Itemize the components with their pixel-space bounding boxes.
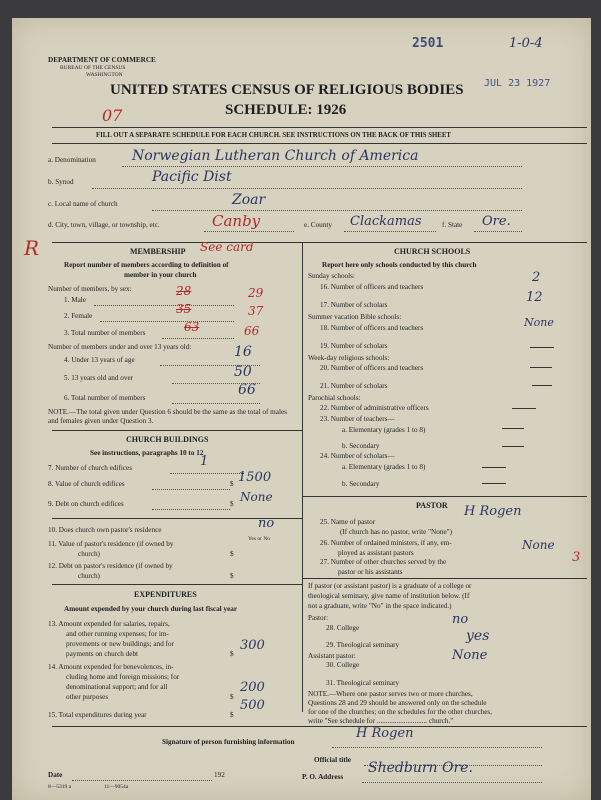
q30-label: 30. College [326, 661, 360, 669]
q13-value: 300 [240, 638, 265, 653]
q1-value: 28 [176, 284, 192, 298]
po-address-value: Shedburn Ore. [368, 760, 473, 776]
q24b-label: b. Secondary [342, 480, 380, 488]
q4-value: 16 [234, 344, 252, 360]
q9-label: 9. Debt on church edifices [48, 500, 124, 508]
q2-value: 35 [176, 302, 192, 316]
pastor-title: PASTOR [416, 501, 448, 510]
schedule-title: SCHEDULE: 1926 [225, 102, 347, 118]
department-label: DEPARTMENT OF COMMERCE [48, 56, 156, 64]
q18-label: 18. Number of officers and teachers [320, 324, 424, 332]
signature-label: Signature of person furnishing information [162, 738, 295, 746]
q3-corrected: 66 [244, 324, 260, 338]
assistant-sublabel: Assistant pastor: [308, 652, 356, 660]
q13-label-b: and other running expenses; for im- [66, 630, 169, 638]
bureau-label: BUREAU OF THE CENSUS [60, 65, 126, 71]
q24a-label: a. Elementary (grades 1 to 8) [342, 463, 426, 471]
q11-label-a: 11. Value of pastor's residence (if owned by [48, 540, 174, 548]
membership-sub1: Report number of members according to definition of [64, 261, 229, 269]
date-received-stamp: JUL 23 1927 [484, 78, 551, 89]
denomination-value: Norwegian Lutheran Church of America [132, 148, 419, 164]
city-label: WASHINGTON [86, 72, 123, 78]
q29-value: yes [466, 628, 490, 644]
form-title: UNITED STATES CENSUS OF RELIGIOUS BODIES [110, 82, 464, 98]
q25-label: 25. Name of pastor [320, 518, 376, 526]
q26-value: None [522, 538, 555, 552]
county-label: e. County [304, 221, 332, 229]
city-town-label: d. City, town, village, or township, etc. [48, 221, 160, 229]
buildings-title: CHURCH BUILDINGS [126, 435, 209, 444]
q14-label-d: other purposes [66, 693, 109, 701]
q9-dollar: $ [230, 500, 234, 508]
q14-value: 200 [240, 680, 265, 695]
date-year: 192 [214, 771, 225, 779]
q4-label: 4. Under 13 years of age [64, 356, 135, 364]
q7-label: 7. Number of church edifices [48, 464, 133, 472]
q27-label-a: 27. Number of other churches served by the [320, 558, 447, 566]
q1-corrected: 29 [248, 286, 264, 300]
po-address-label: P. O. Address [302, 773, 344, 781]
q27-value: 3 [572, 550, 581, 565]
q14-label-b: cluding home and foreign missions; for [66, 673, 180, 681]
state-label: f. State [442, 221, 463, 229]
pastor-note-1: NOTE.—Where one pastor serves two or more churches, [308, 690, 473, 698]
q12-dollar: $ [230, 572, 234, 580]
red-r-mark: R [24, 236, 40, 260]
schools-title: CHURCH SCHOOLS [394, 247, 471, 256]
local-name-value: Zoar [232, 192, 266, 208]
q6-value: 66 [238, 382, 256, 398]
q23-label: 23. Number of teachers— [320, 415, 395, 423]
q16-label: 16. Number of officers and teachers [320, 283, 424, 291]
summer-label: Summer vacation Bible schools: [308, 313, 402, 321]
parochial-label: Parochial schools: [308, 394, 361, 402]
q29-label: 29. Theological seminary [326, 641, 400, 649]
q23b-label: b. Secondary [342, 442, 380, 450]
q7-value: 1 [200, 454, 209, 469]
q10-label: 10. Does church own pastor's residence [48, 526, 162, 534]
q14-label-a: 14. Amount expended for benevolences, in- [48, 663, 174, 671]
signature-value: H Rogen [356, 726, 414, 741]
form-number-1: 8—5319 a [48, 784, 72, 790]
county-value: Clackamas [350, 214, 422, 229]
q19-label: 19. Number of scholars [320, 342, 388, 350]
graduate-text-3: not a graduate, write "No" in the space indicated.) [308, 602, 452, 610]
pastor-note-3: for one of the churches; on the schedules for the other churches, [308, 708, 493, 716]
membership-title: MEMBERSHIP [130, 247, 186, 256]
expenditures-sub: Amount expended by your church during last fiscal year [64, 605, 238, 613]
weekday-label: Week-day religious schools: [308, 354, 390, 362]
local-name-label: c. Local name of church [48, 200, 118, 208]
form-number-2: 11—9054a [104, 784, 129, 790]
q15-label: 15. Total expenditures during year [48, 711, 147, 719]
q11-dollar: $ [230, 550, 234, 558]
q26-label-b: ployed as assistant pastors [338, 549, 414, 557]
membership-note: NOTE.—The total given under Question 6 should be the same as the total of males and females given under Question 3. [48, 408, 287, 425]
q25-hint: (If church has no pastor, write "None") [340, 528, 452, 536]
expenditures-title: EXPENDITURES [134, 590, 197, 599]
by-sex-label: Number of members, by sex: [48, 285, 132, 293]
q13-label-c: provements or new buildings; and for [66, 640, 174, 648]
q2-label: 2. Female [64, 312, 93, 320]
q21-label: 21. Number of scholars [320, 382, 388, 390]
synod-value: Pacific Dist [152, 169, 232, 185]
pastor-sublabel: Pastor: [308, 614, 328, 622]
membership-see-card: See card [200, 240, 254, 254]
q3-label: 3. Total number of members [64, 329, 146, 337]
q11-label-b: church) [78, 550, 100, 558]
q28-value: no [452, 612, 469, 627]
q3-value: 63 [184, 320, 200, 334]
q17-value: 12 [526, 290, 543, 305]
graduate-text-2: theological seminary, give name of institution below. (If [308, 592, 470, 600]
buildings-sub: See instructions, paragraphs 10 to 12 [90, 449, 204, 457]
q1-label: 1. Male [64, 296, 86, 304]
q18-value: None [524, 316, 554, 329]
instruction-line: FILL OUT A SEPARATE SCHEDULE FOR EACH CHURCH. SEE INSTRUCTIONS ON THE BACK OF THIS SHEET [96, 132, 451, 139]
pastor-note-4: write "See schedule for ............................ church." [308, 717, 454, 725]
by-age-label: Number of members under and over 13 years old: [48, 343, 192, 351]
city-town-value: Canby [212, 212, 261, 230]
q27-label-b: pastor or his assistants [338, 568, 403, 576]
q15-value: 500 [240, 698, 265, 713]
q8-label: 8. Value of church edifices [48, 480, 125, 488]
q9-value: None [240, 490, 273, 504]
q6-label: 6. Total number of members [64, 394, 146, 402]
stamp-number: 2501 [412, 36, 444, 51]
date-label: Date [48, 771, 63, 779]
q13-dollar: $ [230, 650, 234, 658]
q25-value: H Rogen [464, 504, 522, 519]
q8-dollar: $ [230, 480, 234, 488]
q23a-label: a. Elementary (grades 1 to 8) [342, 426, 426, 434]
schools-sub: Report here only schools conducted by this church [322, 261, 477, 269]
q28-label: 28. College [326, 624, 360, 632]
q13-label-a: 13. Amount expended for salaries, repairs, [48, 620, 170, 628]
q16-value: 2 [532, 270, 541, 285]
q13-label-d: payments on church debt [66, 650, 139, 658]
q5-value: 50 [234, 364, 252, 380]
membership-sub2: member in your church [124, 271, 197, 279]
graduate-text-1: If pastor (or assistant pastor) is a graduate of a college or [308, 582, 472, 590]
q8-value: 1500 [238, 470, 272, 485]
q12-label-a: 12. Debt on pastor's residence (if owned by [48, 562, 173, 570]
q24-label: 24. Number of scholars— [320, 452, 395, 460]
q31-label: 31. Theological seminary [326, 679, 400, 687]
q22-label: 22. Number of administrative officers [320, 404, 429, 412]
sunday-label: Sunday schools: [308, 272, 355, 280]
census-schedule-form [12, 18, 591, 800]
q10-value: no [258, 516, 275, 531]
q14-label-c: denominational support; and for all [66, 683, 168, 691]
q20-label: 20. Number of officers and teachers [320, 364, 424, 372]
red-number: 07 [102, 106, 123, 125]
state-value: Ore. [482, 214, 511, 229]
q2-corrected: 37 [248, 304, 264, 318]
q17-label: 17. Number of scholars [320, 301, 388, 309]
official-title-label: Official title [314, 756, 351, 764]
q12-label-b: church) [78, 572, 100, 580]
q26-label-a: 26. Number of ordained ministers, if any, em- [320, 539, 452, 547]
pastor-note-2: Questions 28 and 29 should be answered only on the schedule [308, 699, 487, 707]
synod-label: b. Synod [48, 178, 74, 186]
denomination-label: a. Denomination [48, 156, 96, 164]
yes-no-hint: Yes or No [248, 536, 271, 542]
q5-label: 5. 13 years old and over [64, 374, 134, 382]
stamp-code: 1-0-4 [509, 36, 543, 51]
q15-dollar: $ [230, 711, 234, 719]
q14-dollar: $ [230, 693, 234, 701]
q30-value: None [452, 648, 488, 663]
